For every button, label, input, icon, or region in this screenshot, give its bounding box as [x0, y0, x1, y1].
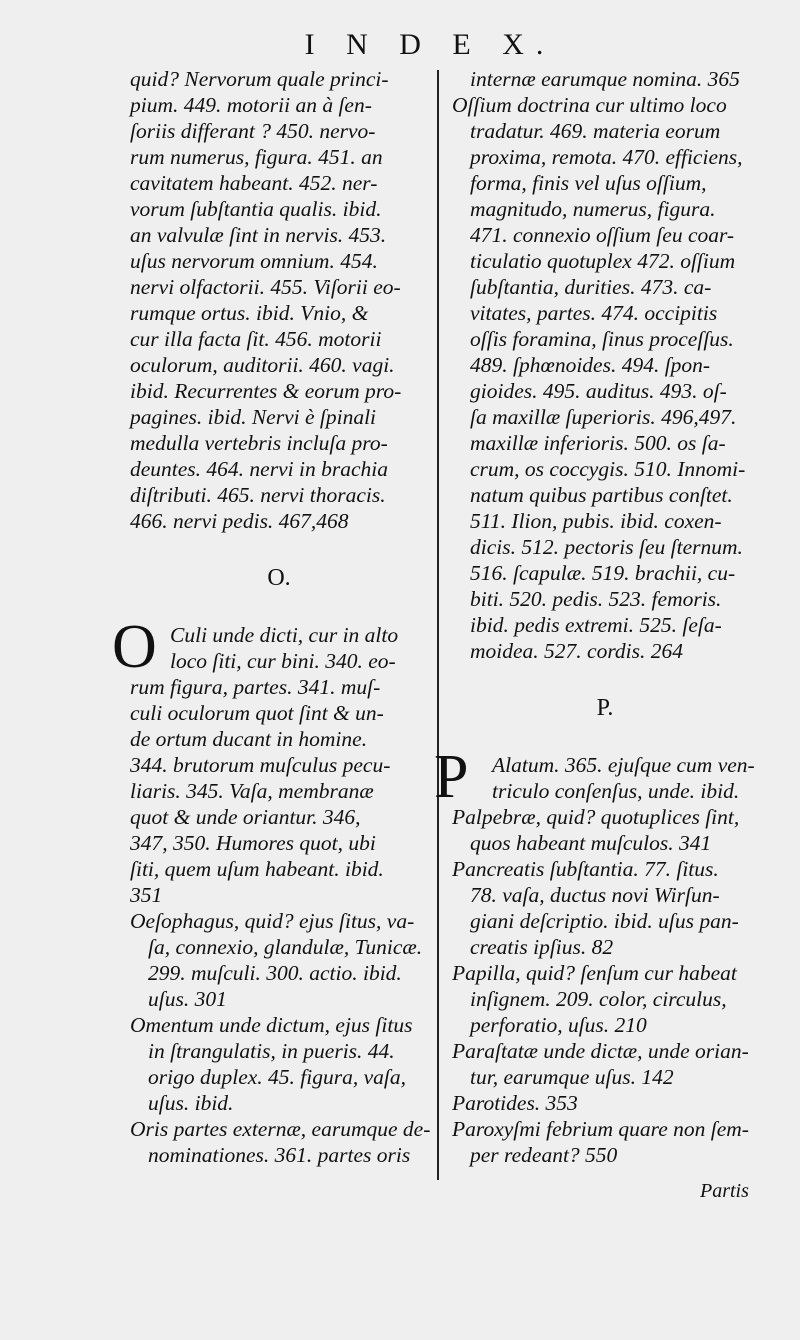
- index-entry: [452, 92, 758, 664]
- index-line: tradatur. 469. materia eorum: [470, 119, 721, 143]
- index-line: oſſis foramina, ſinus proceſſus.: [470, 327, 734, 351]
- index-entry: [452, 1090, 758, 1116]
- index-line: Oris partes externæ, earumque de-: [130, 1117, 431, 1141]
- index-line: tur, earumque uſus. 142: [470, 1065, 674, 1089]
- index-line: medulla vertebris incluſa pro-: [130, 431, 388, 455]
- index-line: rum numerus, figura. 451. an: [130, 145, 383, 169]
- index-line: ticulatio quotuplex 472. oſſium: [470, 249, 736, 273]
- index-line: culi oculorum quot ſint & un-: [130, 701, 384, 725]
- index-line: internæ earumque nomina. 365: [470, 67, 740, 91]
- index-line: dicis. 512. pectoris ſeu ſternum.: [470, 535, 743, 559]
- section-letter-heading: P.: [596, 695, 614, 721]
- index-line: oculorum, auditorii. 460. vagi.: [130, 353, 395, 377]
- index-line: gioides. 495. auditus. 493. oſ-: [470, 379, 727, 403]
- index-line: inſignem. 209. color, circulus,: [470, 987, 727, 1011]
- index-line: magnitudo, numerus, figura.: [470, 197, 716, 221]
- index-line: 516. ſcapulæ. 519. brachii, cu-: [470, 561, 736, 585]
- index-line: ſa maxillæ ſuperioris. 496,497.: [470, 405, 737, 429]
- index-line: ſiti, quem uſum habeant. ibid.: [130, 857, 384, 881]
- index-line: uſus nervorum omnium. 454.: [130, 249, 378, 273]
- index-line: proxima, remota. 470. efficiens,: [470, 145, 743, 169]
- index-line: 466. nervi pedis. 467,468: [130, 509, 349, 533]
- index-line: cur illa facta ſit. 456. motorii: [130, 327, 382, 351]
- index-line: ſoriis differant ? 450. nervo-: [130, 119, 376, 143]
- index-line: perforatio, uſus. 210: [470, 1013, 647, 1037]
- index-line: Pancreatis ſubſtantia. 77. ſitus.: [452, 857, 719, 881]
- index-line: biti. 520. pedis. 523. femoris.: [470, 587, 722, 611]
- index-line: quot & unde oriantur. 346,: [130, 805, 361, 829]
- index-line: diſtributi. 465. nervi thoracis.: [130, 483, 386, 507]
- index-entry: [452, 960, 758, 1038]
- drop-capital: P: [434, 743, 469, 811]
- index-line: 78. vaſa, ductus novi Wirſun-: [470, 883, 720, 907]
- index-line: Palpebræ, quid? quotuplices ſint,: [452, 805, 740, 829]
- index-line: Alatum. 365. ejuſque cum ven-: [492, 753, 755, 777]
- index-line: 299. muſculi. 300. actio. ibid.: [148, 961, 402, 985]
- index-line: Paroxyſmi febrium quare non ſem-: [452, 1117, 749, 1141]
- index-entry: [452, 1116, 758, 1168]
- index-line: 511. Ilion, pubis. ibid. coxen-: [470, 509, 722, 533]
- dropcap-entry: [434, 743, 758, 811]
- left-column: [112, 66, 431, 1168]
- index-line: quid? Nervorum quale princi-: [130, 67, 389, 91]
- index-line: in ſtrangulatis, in pueris. 44.: [148, 1039, 395, 1063]
- index-line: quos habeant muſculos. 341: [470, 831, 712, 855]
- index-line: uſus. 301: [148, 987, 227, 1011]
- index-line: triculo conſenſus, unde. ibid.: [492, 779, 740, 803]
- index-line: Culi unde dicti, cur in alto: [170, 623, 399, 647]
- index-line: vitates, partes. 474. occipitis: [470, 301, 718, 325]
- index-line: rum figura, partes. 341. muſ-: [130, 675, 381, 699]
- index-line: forma, finis vel uſus oſſium,: [470, 171, 707, 195]
- index-line: Paraſtatæ unde dictæ, unde orian-: [452, 1039, 749, 1063]
- catchword: Partis: [700, 1180, 749, 1202]
- index-line: ſubſtantia, durities. 473. ca-: [470, 275, 712, 299]
- index-line: ibid. pedis extremi. 525. ſeſa-: [470, 613, 722, 637]
- index-entry: [130, 1012, 428, 1116]
- index-line: 471. connexio oſſium ſeu coar-: [470, 223, 735, 247]
- index-line: liaris. 345. Vaſa, membranæ: [130, 779, 374, 803]
- index-line: pium. 449. motorii an à ſen-: [130, 93, 372, 117]
- index-line: 344. brutorum muſculus pecu-: [130, 753, 391, 777]
- index-line: Oeſophagus, quid? ejus ſitus, va-: [130, 909, 415, 933]
- index-line: 347, 350. Humores quot, ubi: [130, 831, 376, 855]
- running-head: I N D E X.: [304, 28, 556, 61]
- column-rule: [437, 70, 439, 1180]
- index-line: natum quibus partibus conſtet.: [470, 483, 733, 507]
- index-entry: [452, 856, 758, 960]
- dropcap-entry: [112, 613, 428, 681]
- index-line: ibid. Recurrentes & eorum pro-: [130, 379, 402, 403]
- index-line: maxillæ inferioris. 500. os ſa-: [470, 431, 726, 455]
- index-line: rumque ortus. ibid. Vnio, &: [130, 301, 369, 325]
- right-column: [434, 66, 758, 1168]
- index-line: per redeant? 550: [470, 1143, 618, 1167]
- index-line: 351: [130, 883, 163, 907]
- index-entry: [130, 1116, 431, 1168]
- index-line: 489. ſphœnoides. 494. ſpon-: [470, 353, 711, 377]
- index-line: moidea. 527. cordis. 264: [470, 639, 683, 663]
- index-line: cavitatem habeant. 452. ner-: [130, 171, 378, 195]
- index-line: de ortum ducant in homine.: [130, 727, 368, 751]
- index-line: Papilla, quid? ſenſum cur habeat: [452, 961, 737, 985]
- index-line: an valvulæ ſint in nervis. 453.: [130, 223, 387, 247]
- drop-capital: O: [112, 613, 157, 681]
- index-entry: [452, 1038, 758, 1090]
- index-line: vorum ſubſtantia qualis. ibid.: [130, 197, 382, 221]
- index-line: Oſſium doctrina cur ultimo loco: [452, 93, 727, 117]
- index-line: pagines. ibid. Nervi è ſpinali: [130, 405, 377, 429]
- index-line: nervi olfactorii. 455. Viſorii eo-: [130, 275, 401, 299]
- index-line: loco ſiti, cur bini. 340. eo-: [170, 649, 396, 673]
- index-line: crum, os coccygis. 510. Innomi-: [470, 457, 746, 481]
- index-line: Omentum unde dictum, ejus ſitus: [130, 1013, 413, 1037]
- index-line: ſa, connexio, glandulæ, Tunicæ.: [148, 935, 423, 959]
- index-entry: [130, 908, 428, 1012]
- index-line: nominationes. 361. partes oris: [148, 1143, 411, 1167]
- section-letter-heading: O.: [267, 565, 291, 591]
- index-line: deuntes. 464. nervi in brachia: [130, 457, 388, 481]
- index-line: giani deſcriptio. ibid. uſus pan-: [470, 909, 739, 933]
- index-line: creatis ipſius. 82: [470, 935, 614, 959]
- index-line: origo duplex. 45. figura, vaſa,: [148, 1065, 406, 1089]
- index-line: uſus. ibid.: [148, 1091, 234, 1115]
- index-line: Parotides. 353: [452, 1091, 578, 1115]
- index-entry: [452, 804, 758, 856]
